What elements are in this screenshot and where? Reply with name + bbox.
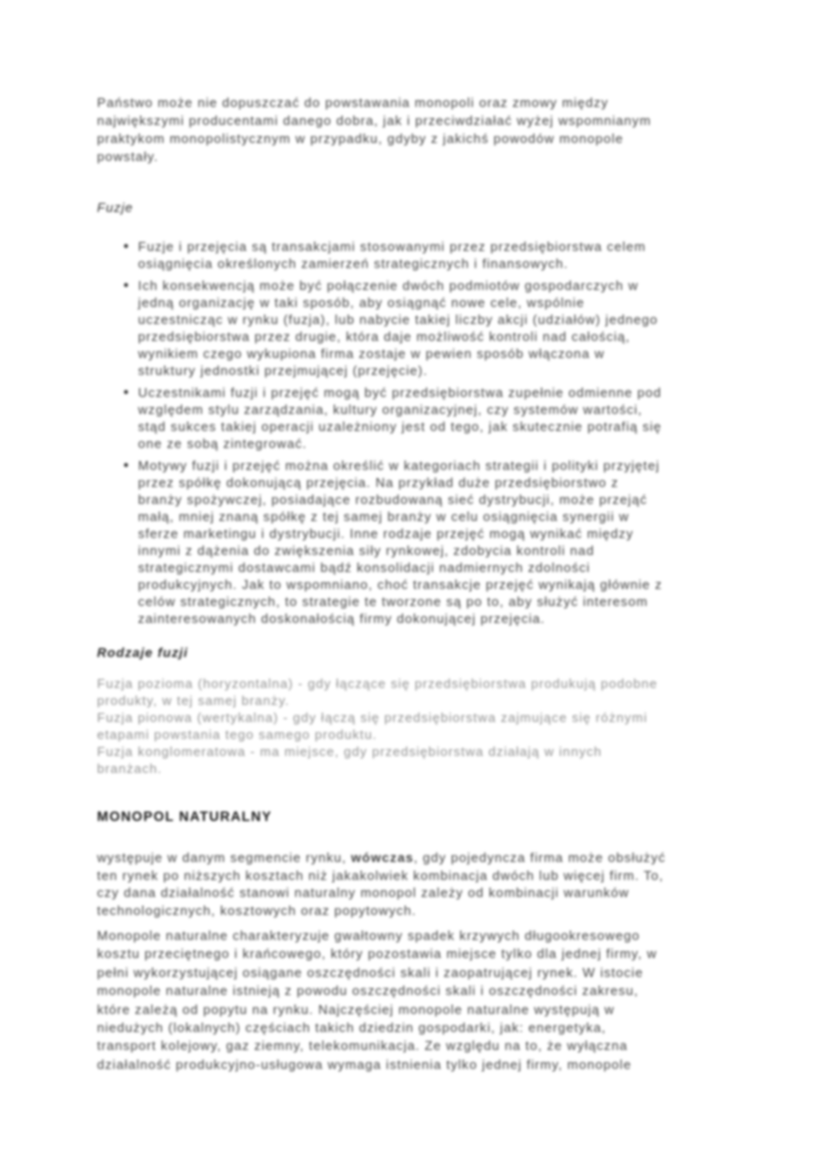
text-line: branżach. (97, 761, 163, 776)
text-line: Państwo może nie dopuszczać do powstawania monopoli oraz zmowy między (97, 95, 609, 110)
text-line: Motywy fuzji i przejęć można określić w kategoriach strategii i polityki przyjętej (138, 458, 660, 473)
text-line: praktykom monopolistycznym w przypadku, gdyby z jakichś powodów monopole (97, 131, 624, 146)
text-line: powstały. (97, 149, 159, 164)
text-line: struktury jednostki przejmującej (przejęcie). (138, 363, 428, 378)
text-line: technologicznych, kosztowych oraz popytowych. (97, 902, 417, 918)
text-line: innymi z dążenia do zwiększenia siły rynkowej, zdobycia kontroli nad (138, 543, 595, 558)
bullet-item (97, 384, 757, 452)
intro-paragraph (97, 94, 651, 166)
bullet-icon (124, 390, 128, 394)
text-line: celów strategicznych, to strategie te tworzone są po to, aby służyć interesom (138, 594, 649, 609)
text-line: transport kolejowy, gaz ziemny, telekomunikacja. Ze względu na to, że wyłączna (97, 1038, 628, 1054)
text-line: Ich konsekwencją może być połączenie dwóch podmiotów gospodarczych w (138, 278, 639, 293)
text-line: Monopole naturalne charakteryzuje gwałtowny spadek krzywych długookresowego (97, 928, 640, 943)
text-line: produkty, w tej samej branży. (97, 693, 290, 708)
text-line: osiągnięcia określonych zamierzeń strategicznych i finansowych. (138, 256, 569, 271)
bullet-item (97, 277, 757, 379)
monopol-paragraph-2 (97, 927, 657, 1074)
text-run-bold: wówczas (351, 850, 414, 865)
text-line: stąd sukces takiej operacji uzależniony jest od tego, jak skutecznie potrafią się (138, 419, 662, 434)
text-line: Fuzja pozioma (horyzontalna) - gdy łączące się przedsiębiorstwa produkują podobne (97, 676, 658, 691)
text-line: działalność produkcyjno-usługowa wymaga istnienia tylko jednej firmy, monopole (97, 1056, 632, 1072)
text-line: czy dana działalność stanowi naturalny monopol zależy od kombinacji warunków (97, 885, 630, 900)
text-line: pełni wykorzystującej osiągane oszczędności skali i zaopatrującej rynek. W istocie (97, 964, 644, 980)
text-line: one ze sobą zintegrować. (138, 436, 308, 451)
bullet-item (97, 457, 757, 627)
text-line: ten rynek po niższych kosztach niż jakakolwiek kombinacja dwóch lub więcej firm. To, (97, 867, 664, 883)
text-run: występuje w danym segmencie rynku, (97, 850, 352, 865)
bullet-text (138, 277, 757, 379)
text-line: etapami powstania tego samego produktu. (97, 727, 378, 742)
bullet-icon (124, 283, 128, 287)
bullet-item (97, 238, 757, 272)
text-line: branży spożywczej, posiadające rozbudowaną sieć dystrybucji, może przejąć (138, 492, 648, 507)
text-run: , gdy pojedyncza firma może obsłużyć (413, 850, 666, 865)
text-line: kosztu przeciętnego i krańcowego, który pozostawia miejsce tylko dla jednej firmy, w (97, 946, 658, 962)
text-line: strategicznymi dostawcami bądź konsolidacji nadmiernych zdolności (138, 560, 591, 575)
text-line: małą, mniej znaną spółkę z tej samej branży w celu osiągnięcia synergii w (138, 509, 630, 524)
text-line: przez spółkę dokonującą przejęcia. Na przykład duże przedsiębiorstwo z (138, 475, 619, 490)
paragraph-continuation (97, 867, 666, 920)
text-line (97, 849, 666, 867)
text-line: produkcyjnych. Jak to wspomniano, choć transakcje przejęć wynikają głównie z (138, 577, 663, 592)
heading-fuzje: Fuzje (97, 200, 134, 215)
text-line: zainteresowanych doskonałością firmy dokonującej przejęcia. (138, 611, 546, 626)
text-line: uczestnicząc w rynku (fuzja), lub nabycie takiej liczby akcji (udziałów) jednego (138, 312, 658, 327)
text-line: przedsiębiorstwa przez drugie, która daje możliwość kontroli nad całością, (138, 329, 631, 344)
monopol-paragraph-1 (97, 849, 666, 919)
bullet-text (138, 384, 757, 452)
text-line: Fuzja konglomeratowa - ma miejsce, gdy przedsiębiorstwa działają w innych (97, 744, 603, 759)
text-line: sferze marketingu i dystrybucji. Inne rodzaje przejęć mogą wynikać między (138, 526, 634, 541)
text-line: wynikiem czego wykupiona firma zostaje w pewien sposób włączona w (138, 346, 605, 361)
heading-rodzaje-fuzji: Rodzaje fuzji (97, 645, 189, 660)
text-line: Uczestnikami fuzji i przejęć mogą być przedsiębiorstwa zupełnie odmienne pod (138, 385, 662, 400)
bullet-icon (124, 463, 128, 467)
heading-monopol-naturalny: MONOPOL NATURALNY (97, 809, 272, 824)
text-line: Fuzja pionowa (wertykalna) - gdy łączą się przedsiębiorstwa zajmujące się różnymi (97, 710, 648, 725)
fuzje-bullet-list (97, 238, 757, 632)
bullet-icon (124, 244, 128, 248)
text-line: największymi producentami danego dobra, jak i przeciwdziałać wyżej wspomnianym (97, 113, 652, 128)
text-line: które zależą od popytu na rynku. Najczęściej monopole naturalne występują w (97, 1001, 615, 1017)
text-line: niedużych (lokalnych) częściach takich dziedzin gospodarki, jak: energetyka, (97, 1020, 607, 1036)
bullet-text (138, 238, 757, 272)
text-line: względem stylu zarządzania, kultury organizacyjnej, czy systemów wartości, (138, 402, 643, 417)
text-line: jedną organizację w taki sposób, aby osiągnąć nowe cele, wspólnie (138, 295, 585, 310)
text-line: Fuzje i przejęcia są transakcjami stosowanymi przez przedsiębiorstwa celem (138, 239, 647, 254)
document-content (97, 0, 757, 1169)
bullet-text (138, 457, 757, 627)
text-line: monopole naturalne istnieją z powodu oszczędności skali i oszczędności zakresu, (97, 983, 639, 999)
rodzaje-fuzji-definitions (97, 675, 658, 777)
